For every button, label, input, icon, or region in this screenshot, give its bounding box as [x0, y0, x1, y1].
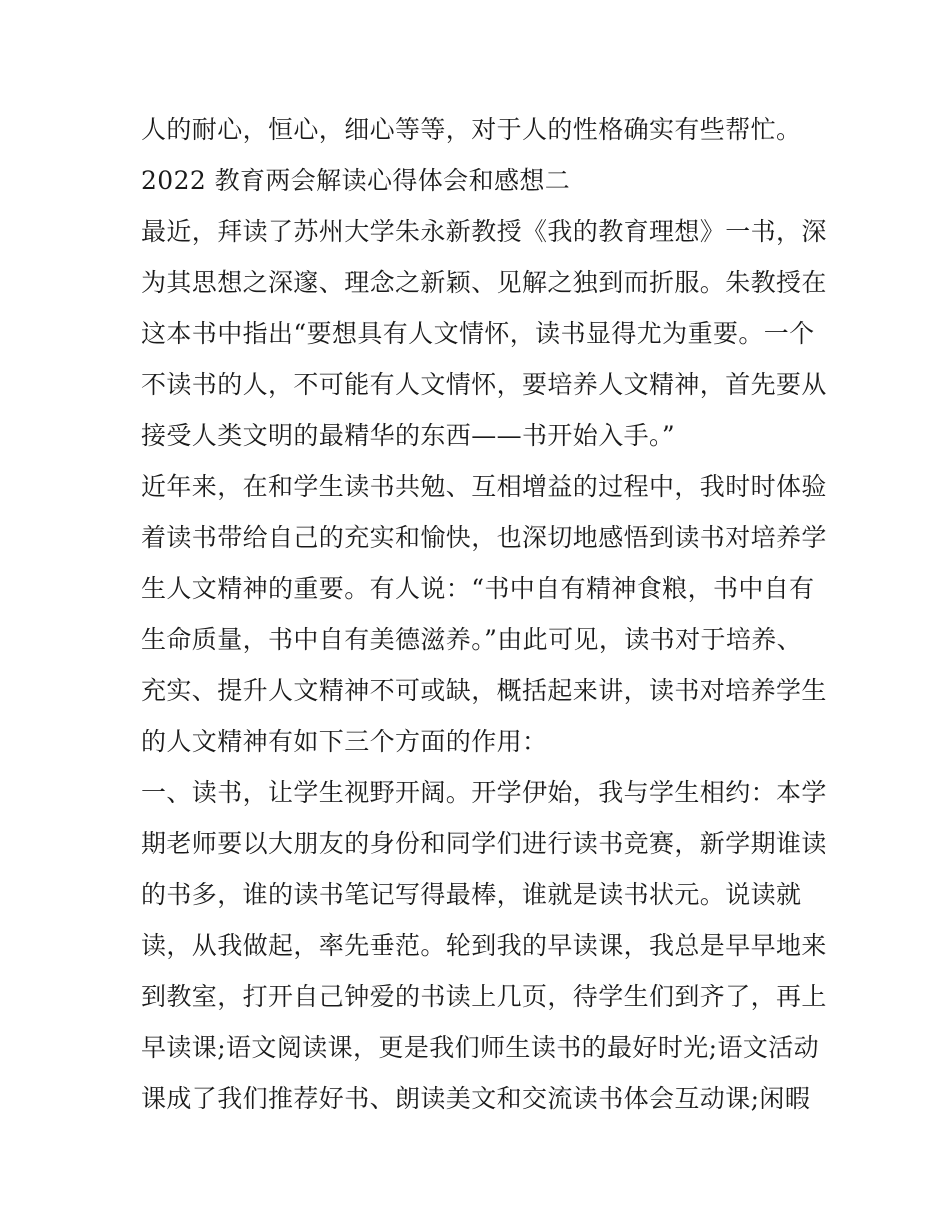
text-line: 不读书的人，不可能有人文情怀，要培养人文精神，首先要从 — [141, 370, 827, 399]
text-line: 一、读书，让学生视野开阔。开学伊始，我与学生相约：本学 — [141, 778, 827, 807]
text-line: 人的耐心，恒心，细心等等，对于人的性格确实有些帮忙。 — [141, 115, 802, 144]
text-line: 到教室，打开自己钟爱的书读上几页，待学生们到齐了，再上 — [141, 982, 827, 1011]
text-line: 生命质量，书中自有美德滋养。”由此可见，读书对于培养、 — [141, 625, 803, 654]
text-line: 近年来，在和学生读书共勉、互相增益的过程中，我时时体验 — [141, 472, 827, 501]
text-line: 课成了我们推荐好书、朗读美文和交流读书体会互动课;闲暇 — [141, 1084, 811, 1113]
text-line: 早读课;语文阅读课，更是我们师生读书的最好时光;语文活动 — [141, 1033, 820, 1062]
text-line: 的书多，谁的读书笔记写得最棒，谁就是读书状元。说读就 — [141, 880, 802, 909]
text-line: 生人文精神的重要。有人说：“书中自有精神食粮，书中自有 — [141, 574, 815, 603]
text-line: 为其思想之深邃、理念之新颖、见解之独到而折服。朱教授在 — [141, 268, 827, 297]
text-line: 最近，拜读了苏州大学朱永新教授《我的教育理想》一书，深 — [141, 217, 827, 246]
text-line: 充实、提升人文精神不可或缺，概括起来讲，读书对培养学生 — [141, 676, 827, 705]
text-line: 这本书中指出“要想具有人文情怀，读书显得尤为重要。一个 — [141, 319, 815, 348]
text-line: 读，从我做起，率先垂范。轮到我的早读课，我总是早早地来 — [141, 931, 827, 960]
text-line: 接受人类文明的最精华的东西——书开始入手。” — [141, 421, 676, 450]
text-line: 着读书带给自己的充实和愉快，也深切地感悟到读书对培养学 — [141, 523, 827, 552]
section-heading: 2022 教育两会解读心得体会和感想二 — [141, 166, 571, 195]
text-line: 的人文精神有如下三个方面的作用： — [141, 727, 548, 756]
text-line: 期老师要以大朋友的身份和同学们进行读书竞赛，新学期谁读 — [141, 829, 827, 858]
